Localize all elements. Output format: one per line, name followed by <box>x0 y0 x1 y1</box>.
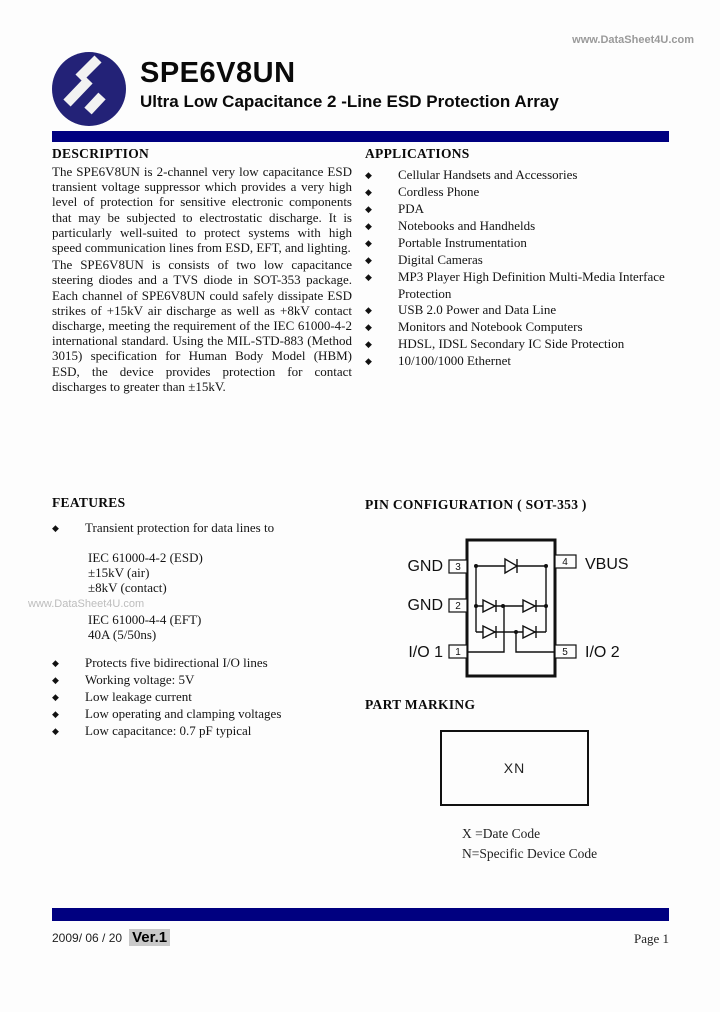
list-item-label: MP3 Player High Definition Multi-Media Interface Protection <box>398 269 665 301</box>
list-item-label: Low operating and clamping voltages <box>85 706 282 722</box>
pin-number-2: 2 <box>455 601 461 612</box>
list-item-label: Monitors and Notebook Computers <box>398 319 583 334</box>
list-item <box>365 302 671 319</box>
pin-number-5: 5 <box>562 647 568 658</box>
description-heading: DESCRIPTION <box>52 146 150 161</box>
diamond-bullet-icon: ◆ <box>52 658 59 669</box>
list-item-label: PDA <box>398 201 425 216</box>
list-item-label: Protects five bidirectional I/O lines <box>85 655 268 671</box>
feature-detail-block <box>88 612 357 642</box>
list-item <box>365 336 671 353</box>
list-item <box>365 353 671 370</box>
page-title: SPE6V8UN <box>140 57 296 89</box>
list-item <box>365 269 671 302</box>
pin-label-io2: I/O 2 <box>585 644 620 661</box>
list-item-label: Cellular Handsets and Accessories <box>398 167 578 182</box>
list-item-label: HDSL, IDSL Secondary IC Side Protection <box>398 336 625 351</box>
feature-detail-line: ±8kV (contact) <box>88 580 167 596</box>
tvs-diode-symbol <box>505 559 517 573</box>
description-paragraph: The SPE6V8UN is consists of two low capacitance steering diodes and a TVS diode in SOT-353 package. Each channel of SPE6V8UN could safely dissipate ESD strikes of +15kV air discharge as well as +8kV contact discharge, meeting the requirement of the IEC 61000-4-2 international standard. Using the MIL-STD-883 (Method 3015) specification for Human Body Model (HBM) ESD, the device provides protection for contact discharges to greater than ±15kV. <box>52 257 352 394</box>
feature-detail-line: ±15kV (air) <box>88 565 150 581</box>
revision-date: 2009/ 06 / 20 <box>52 930 123 945</box>
description-paragraph: The SPE6V8UN is 2-channel very low capacitance ESD transient voltage suppressor which provides a very high level of protection for sensitive electronic components that may be subjected to electrostatic discharge. It is particularly well-suited to protect systems with high speed communication lines from ESD, EFT, and lighting. <box>52 164 352 256</box>
feature-detail-line: IEC 61000-4-2 (ESD) <box>88 550 203 565</box>
diamond-bullet-icon: ◆ <box>365 238 372 248</box>
list-item-label: USB 2.0 Power and Data Line <box>398 302 557 317</box>
pin-label-gnd-top: GND <box>407 558 443 575</box>
diamond-bullet-icon: ◆ <box>52 709 59 720</box>
page-subtitle: Ultra Low Capacitance 2 -Line ESD Protection Array <box>140 92 559 111</box>
part-marking-code: XN <box>503 760 526 776</box>
diamond-bullet-icon: ◆ <box>365 322 372 332</box>
list-item <box>365 167 671 184</box>
page-number: Page 1 <box>633 931 669 946</box>
pin-configuration-heading: PIN CONFIGURATION ( SOT-353 ) <box>365 497 587 512</box>
list-item-label: 10/100/1000 Ethernet <box>398 353 512 368</box>
pin-configuration-diagram <box>398 528 660 686</box>
package-outline <box>467 540 555 676</box>
list-item-label: Working voltage: 5V <box>85 672 195 688</box>
internal-wiring <box>467 566 555 652</box>
company-logo <box>49 48 129 130</box>
list-item <box>365 319 671 336</box>
list-item <box>365 252 671 269</box>
applications-heading: APPLICATIONS <box>365 146 470 161</box>
pin-number-1: 1 <box>455 647 461 658</box>
list-item <box>365 201 671 218</box>
diamond-bullet-icon: ◆ <box>365 305 372 315</box>
diamond-bullet-icon: ◆ <box>365 204 372 214</box>
part-marking-box <box>440 730 589 806</box>
list-item-label: Transient protection for data lines to <box>85 520 275 535</box>
features-heading: FEATURES <box>52 495 126 510</box>
list-item-label: Digital Cameras <box>398 252 483 267</box>
list-item-label: Low capacitance: 0.7 pF typical <box>85 723 252 739</box>
diamond-bullet-icon: ◆ <box>365 272 372 282</box>
list-item <box>52 723 357 740</box>
version-badge: Ver.1 <box>129 929 170 946</box>
list-item <box>365 184 671 201</box>
list-item <box>365 218 671 235</box>
list-item <box>52 672 357 689</box>
list-item <box>365 235 671 252</box>
pin-label-gnd-mid: GND <box>407 597 443 614</box>
pin-label-io1: I/O 1 <box>408 644 443 661</box>
pin-number-3: 3 <box>455 562 461 573</box>
diamond-bullet-icon: ◆ <box>365 255 372 265</box>
feature-detail-line: IEC 61000-4-4 (EFT) <box>88 611 202 627</box>
list-item-label: Low leakage current <box>85 689 192 705</box>
pin-label-vbus: VBUS <box>585 556 629 573</box>
part-marking-heading: PART MARKING <box>365 697 476 712</box>
list-item <box>52 655 357 672</box>
diamond-bullet-icon: ◆ <box>52 523 59 533</box>
marking-note-device-code: N=Specific Device Code <box>462 846 598 861</box>
diamond-bullet-icon: ◆ <box>365 187 372 197</box>
diamond-bullet-icon: ◆ <box>365 221 372 231</box>
pin-number-4: 4 <box>562 557 568 568</box>
feature-detail-line: 40A (5/50ns) <box>88 626 157 642</box>
watermark-top: www.DataSheet4U.com <box>572 34 694 46</box>
list-item-label: Portable Instrumentation <box>398 235 527 250</box>
footer-divider-bar <box>52 908 669 921</box>
watermark-side: www.DataSheet4U.com <box>28 598 145 610</box>
diamond-bullet-icon: ◆ <box>365 170 372 180</box>
diamond-bullet-icon: ◆ <box>365 339 372 349</box>
junction-dots <box>474 564 548 634</box>
diamond-bullet-icon: ◆ <box>52 692 59 703</box>
diamond-bullet-icon: ◆ <box>52 675 59 686</box>
company-logo-icon <box>49 48 129 130</box>
list-item-label: Notebooks and Handhelds <box>398 218 536 233</box>
header-divider-bar <box>52 131 669 142</box>
list-item <box>52 689 357 706</box>
diamond-bullet-icon: ◆ <box>365 356 372 366</box>
list-item <box>52 520 357 537</box>
list-item <box>52 706 357 723</box>
marking-note-date-code: X =Date Code <box>462 826 541 841</box>
list-item-label: Cordless Phone <box>398 184 480 199</box>
diamond-bullet-icon: ◆ <box>52 726 59 737</box>
feature-detail-block <box>88 550 357 596</box>
